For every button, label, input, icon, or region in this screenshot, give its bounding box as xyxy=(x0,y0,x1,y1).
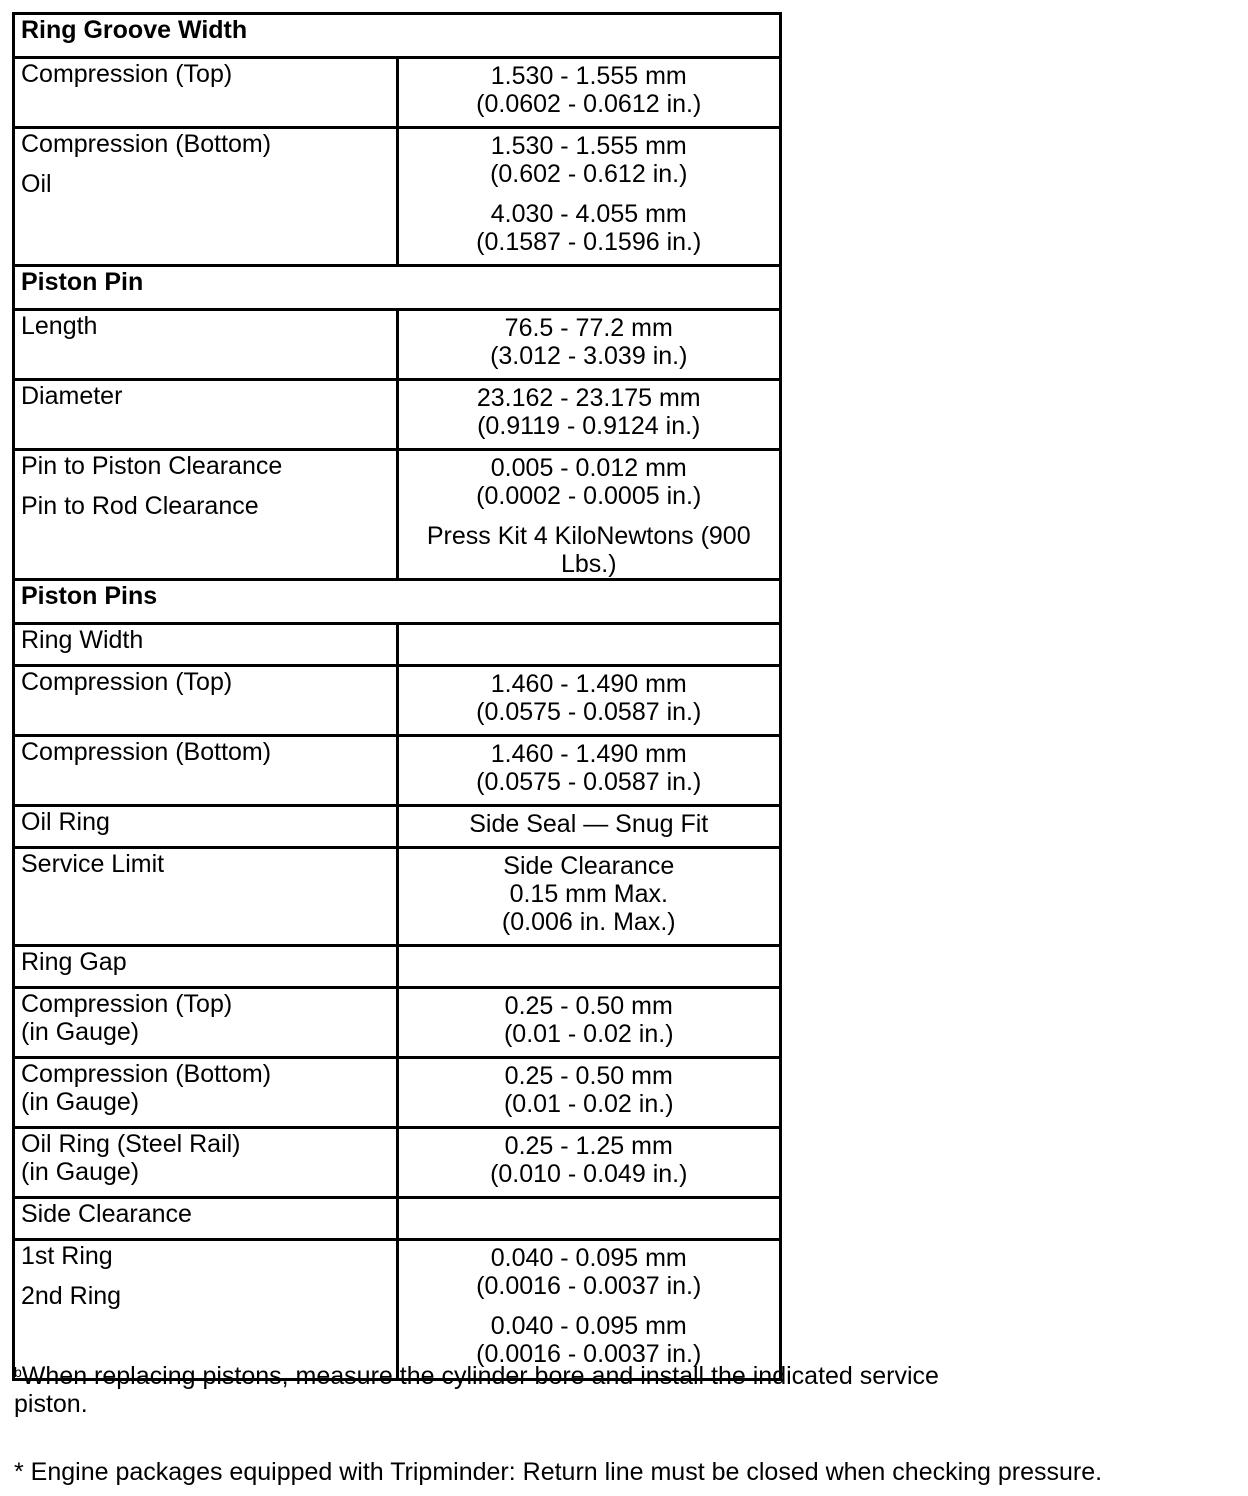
spec-value: (0.0575 - 0.0587 in.) xyxy=(476,698,702,726)
spec-label-cell xyxy=(14,450,398,580)
spec-value: (0.01 - 0.02 in.) xyxy=(503,1020,674,1048)
spec-value: (0.0016 - 0.0037 in.) xyxy=(476,1340,702,1368)
footnote-star: * Engine packages equipped with Tripminder: Return line must be closed when checking pressure. xyxy=(14,1458,1103,1486)
footnote-b-marker: b xyxy=(14,1364,22,1380)
section-header-row xyxy=(14,266,781,310)
spec-value-cell xyxy=(397,666,781,736)
spec-value: 0.25 - 1.25 mm xyxy=(504,1132,673,1160)
spec-label-cell xyxy=(14,848,398,946)
spec-label: Length xyxy=(21,312,98,340)
section-title: Piston Pin xyxy=(14,266,781,310)
spec-value-cell xyxy=(397,128,781,266)
spec-value-cell xyxy=(397,1058,781,1128)
footnote-b-text: When replacing pistons, measure the cylinder bore and install the indicated service piston. xyxy=(14,1362,939,1418)
spec-value: (3.012 - 3.039 in.) xyxy=(490,342,688,370)
spec-label: 1st Ring xyxy=(21,1242,113,1270)
spec-label: Oil xyxy=(21,170,52,198)
spacer xyxy=(399,1300,780,1312)
spec-value: 1.530 - 1.555 mm xyxy=(490,132,687,160)
spec-label: Side Clearance xyxy=(21,1200,192,1228)
spec-row xyxy=(14,450,781,580)
spec-value: 1.460 - 1.490 mm xyxy=(490,670,687,698)
spec-value-cell xyxy=(397,380,781,450)
spec-label: Compression (Top) (in Gauge) xyxy=(21,990,233,1046)
spec-row xyxy=(14,1058,781,1128)
section-header-row xyxy=(14,14,781,58)
spec-label-cell xyxy=(14,806,398,848)
spec-label-cell xyxy=(14,1240,398,1380)
spec-row xyxy=(14,666,781,736)
spec-value: 0.040 - 0.095 mm xyxy=(490,1244,687,1272)
spec-row xyxy=(14,380,781,450)
spec-label-cell xyxy=(14,1198,398,1240)
spec-value-cell xyxy=(397,848,781,946)
spec-value: (0.602 - 0.612 in.) xyxy=(490,160,688,188)
spec-value: 1.530 - 1.555 mm xyxy=(490,62,687,90)
spec-value: Press Kit 4 KiloNewtons (900 Lbs.) xyxy=(426,522,751,578)
spec-label: Ring Width xyxy=(21,626,144,654)
spec-value: (0.0602 - 0.0612 in.) xyxy=(476,90,702,118)
spec-row xyxy=(14,1240,781,1380)
spec-value-cell xyxy=(397,1198,781,1240)
spec-label-cell xyxy=(14,58,398,128)
spec-label-cell xyxy=(14,310,398,380)
spec-row xyxy=(14,848,781,946)
spec-label-cell xyxy=(14,1128,398,1198)
spec-row xyxy=(14,946,781,988)
spec-value-cell xyxy=(397,1128,781,1198)
spacer xyxy=(21,158,396,170)
spec-label-cell xyxy=(14,988,398,1058)
spec-label: Oil Ring (Steel Rail) (in Gauge) xyxy=(21,1130,241,1186)
spec-label-cell xyxy=(14,624,398,666)
spacer xyxy=(399,510,780,522)
spec-value: (0.01 - 0.02 in.) xyxy=(503,1090,674,1118)
spec-label-cell xyxy=(14,666,398,736)
spec-value-cell xyxy=(397,450,781,580)
spec-label-cell xyxy=(14,1058,398,1128)
spec-label-cell xyxy=(14,736,398,806)
spec-value-cell xyxy=(397,988,781,1058)
spec-value-cell xyxy=(397,806,781,848)
spec-value: (0.1587 - 0.1596 in.) xyxy=(476,228,702,256)
spec-value-cell xyxy=(397,310,781,380)
spec-label: Compression (Bottom) (in Gauge) xyxy=(21,1060,272,1116)
spec-value: (0.006 in. Max.) xyxy=(501,908,676,936)
spec-label-cell xyxy=(14,128,398,266)
spec-value: Side Clearance xyxy=(503,852,675,880)
spec-value: (0.0002 - 0.0005 in.) xyxy=(476,482,702,510)
spacer xyxy=(399,188,780,200)
spec-value: 76.5 - 77.2 mm xyxy=(504,314,673,342)
spec-row xyxy=(14,310,781,380)
spec-row xyxy=(14,128,781,266)
spec-value-cell xyxy=(397,736,781,806)
spec-label: Ring Gap xyxy=(21,948,127,976)
spec-row xyxy=(14,988,781,1058)
spec-label: Pin to Rod Clearance xyxy=(21,492,259,520)
spec-label: Oil Ring xyxy=(21,808,110,836)
spec-value: 0.005 - 0.012 mm xyxy=(490,454,687,482)
spec-table-body xyxy=(14,14,781,1380)
spec-label: Service Limit xyxy=(21,850,165,878)
spec-value: 1.460 - 1.490 mm xyxy=(490,740,687,768)
spec-label-cell xyxy=(14,946,398,988)
spec-value: 0.15 mm Max. xyxy=(509,880,668,908)
section-title: Piston Pins xyxy=(14,580,781,624)
spec-label: Compression (Top) xyxy=(21,60,233,88)
spec-value: 4.030 - 4.055 mm xyxy=(490,200,687,228)
spec-value: 0.040 - 0.095 mm xyxy=(490,1312,687,1340)
spec-label: Compression (Top) xyxy=(21,668,233,696)
spec-row xyxy=(14,1128,781,1198)
spec-value: (0.010 - 0.049 in.) xyxy=(490,1160,688,1188)
spec-value: (0.0575 - 0.0587 in.) xyxy=(476,768,702,796)
section-title: Ring Groove Width xyxy=(14,14,781,58)
spacer xyxy=(21,1270,396,1282)
spec-value-cell xyxy=(397,1240,781,1380)
spec-value: 23.162 - 23.175 mm xyxy=(476,384,701,412)
spec-row xyxy=(14,1198,781,1240)
spec-value: (0.9119 - 0.9124 in.) xyxy=(477,412,701,440)
spec-label: Compression (Bottom) xyxy=(21,130,272,158)
spec-value: (0.0016 - 0.0037 in.) xyxy=(476,1272,702,1300)
spec-value-cell xyxy=(397,58,781,128)
spec-label: 2nd Ring xyxy=(21,1282,122,1310)
spec-table xyxy=(12,12,782,1381)
spec-row xyxy=(14,624,781,666)
spec-row xyxy=(14,58,781,128)
spec-label: Diameter xyxy=(21,382,123,410)
spec-value: 0.25 - 0.50 mm xyxy=(504,992,673,1020)
spec-row xyxy=(14,806,781,848)
spec-label-cell xyxy=(14,380,398,450)
spec-label: Compression (Bottom) xyxy=(21,738,272,766)
spec-value-cell xyxy=(397,624,781,666)
spec-value-cell xyxy=(397,946,781,988)
section-header-row xyxy=(14,580,781,624)
footnote-b xyxy=(14,1362,1014,1418)
spacer xyxy=(21,480,396,492)
spec-row xyxy=(14,736,781,806)
spec-value: Side Seal — Snug Fit xyxy=(469,810,709,838)
spec-value: 0.25 - 0.50 mm xyxy=(504,1062,673,1090)
spec-label: Pin to Piston Clearance xyxy=(21,452,283,480)
